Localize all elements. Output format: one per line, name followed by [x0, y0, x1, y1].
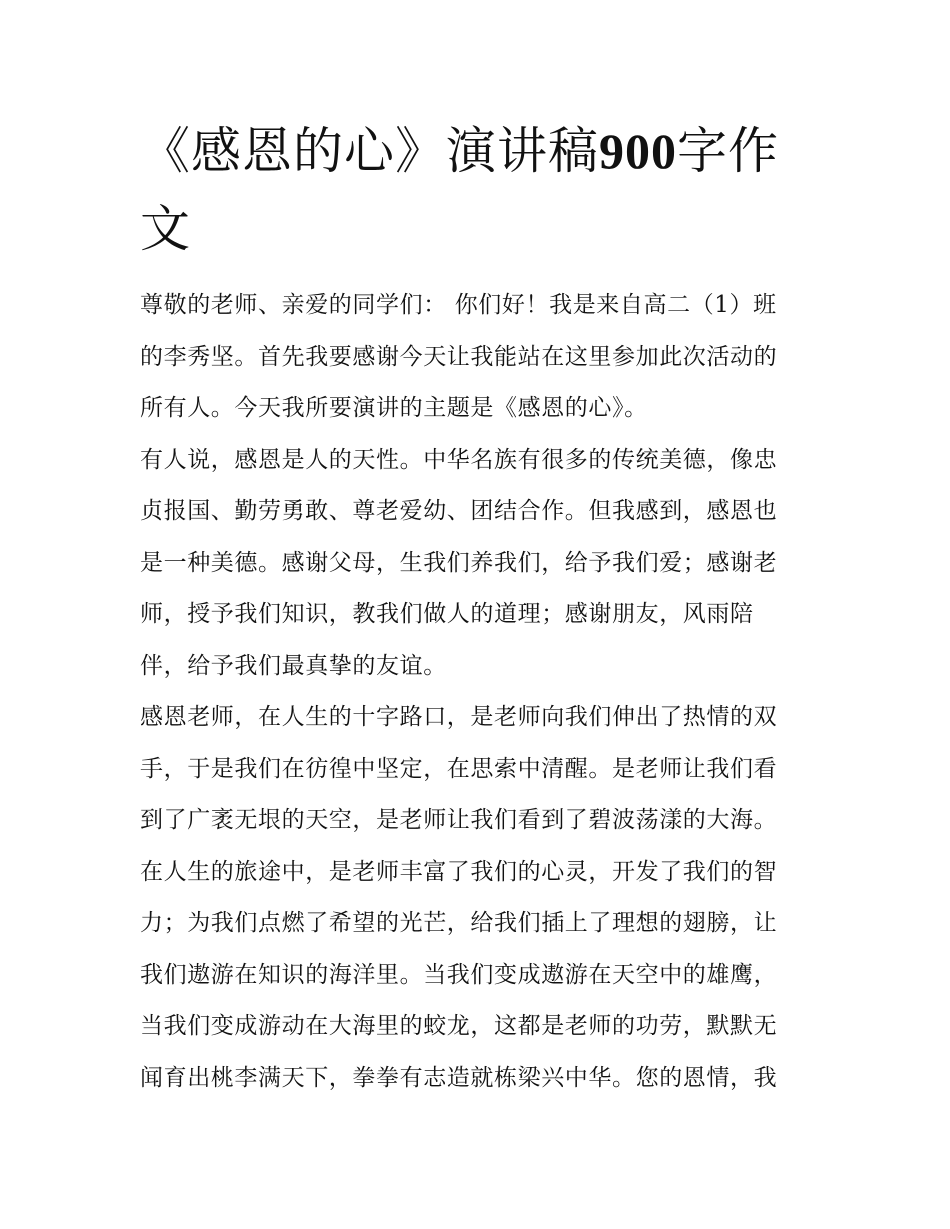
text-line: 感恩老师，在人生的十字路口，是老师向我们伸出了热情的双 [140, 704, 778, 730]
title-number: 900 [599, 123, 677, 179]
text-line: 在人生的旅途中，是老师丰富了我们的心灵，开发了我们的智 [140, 858, 778, 885]
text-line: 是一种美德。感谢父母，生我们养我们，给予我们爱；感谢老 [140, 549, 778, 576]
text-line: 贞报国、勤劳勇敢、尊老爱幼、团结合作。但我感到，感恩也 [140, 498, 778, 524]
text-line: 有人说，感恩是人的天性。中华名族有很多的传统美德，像忠 [140, 446, 778, 473]
text-line: 尊敬的老师、亲爱的同学们： 你们好！我是来自高二（1）班 [140, 292, 777, 318]
text-line: 手，于是我们在彷徨中坚定，在思索中清醒。是老师让我们看 [140, 755, 778, 782]
title-text-suffix: 字作 [677, 122, 779, 180]
document-title [140, 112, 820, 268]
text-line: 师，授予我们知识，教我们做人的道理；感谢朋友，风雨陪 [140, 601, 754, 627]
paragraph-gratitude-virtue [140, 435, 820, 693]
text-line: 到了广袤无垠的天空，是老师让我们看到了碧波荡漾的大海。 [140, 807, 778, 833]
text-line: 所有人。今天我所要演讲的主题是《感恩的心》。 [140, 395, 648, 421]
paragraph-greeting [140, 280, 820, 435]
text-line: 的李秀坚。首先我要感谢今天让我能站在这里参加此次活动的 [140, 343, 778, 370]
text-line: 闻育出桃李满天下，拳拳有志造就栋梁兴中华。您的恩情，我 [140, 1064, 778, 1091]
title-text-line2: 文 [140, 200, 191, 258]
paragraph-thank-teachers [140, 692, 820, 1104]
document-body [140, 280, 820, 1104]
text-line: 力；为我们点燃了希望的光芒，给我们插上了理想的翅膀，让 [140, 910, 778, 936]
text-line: 伴，给予我们最真挚的友谊。 [140, 652, 447, 679]
text-line: 我们遨游在知识的海洋里。当我们变成遨游在天空中的雄鹰， [140, 961, 778, 988]
text-line: 当我们变成游动在大海里的蛟龙，这都是老师的功劳，默默无 [140, 1013, 778, 1039]
title-text: 《感恩的心》演讲稿 [140, 122, 599, 180]
